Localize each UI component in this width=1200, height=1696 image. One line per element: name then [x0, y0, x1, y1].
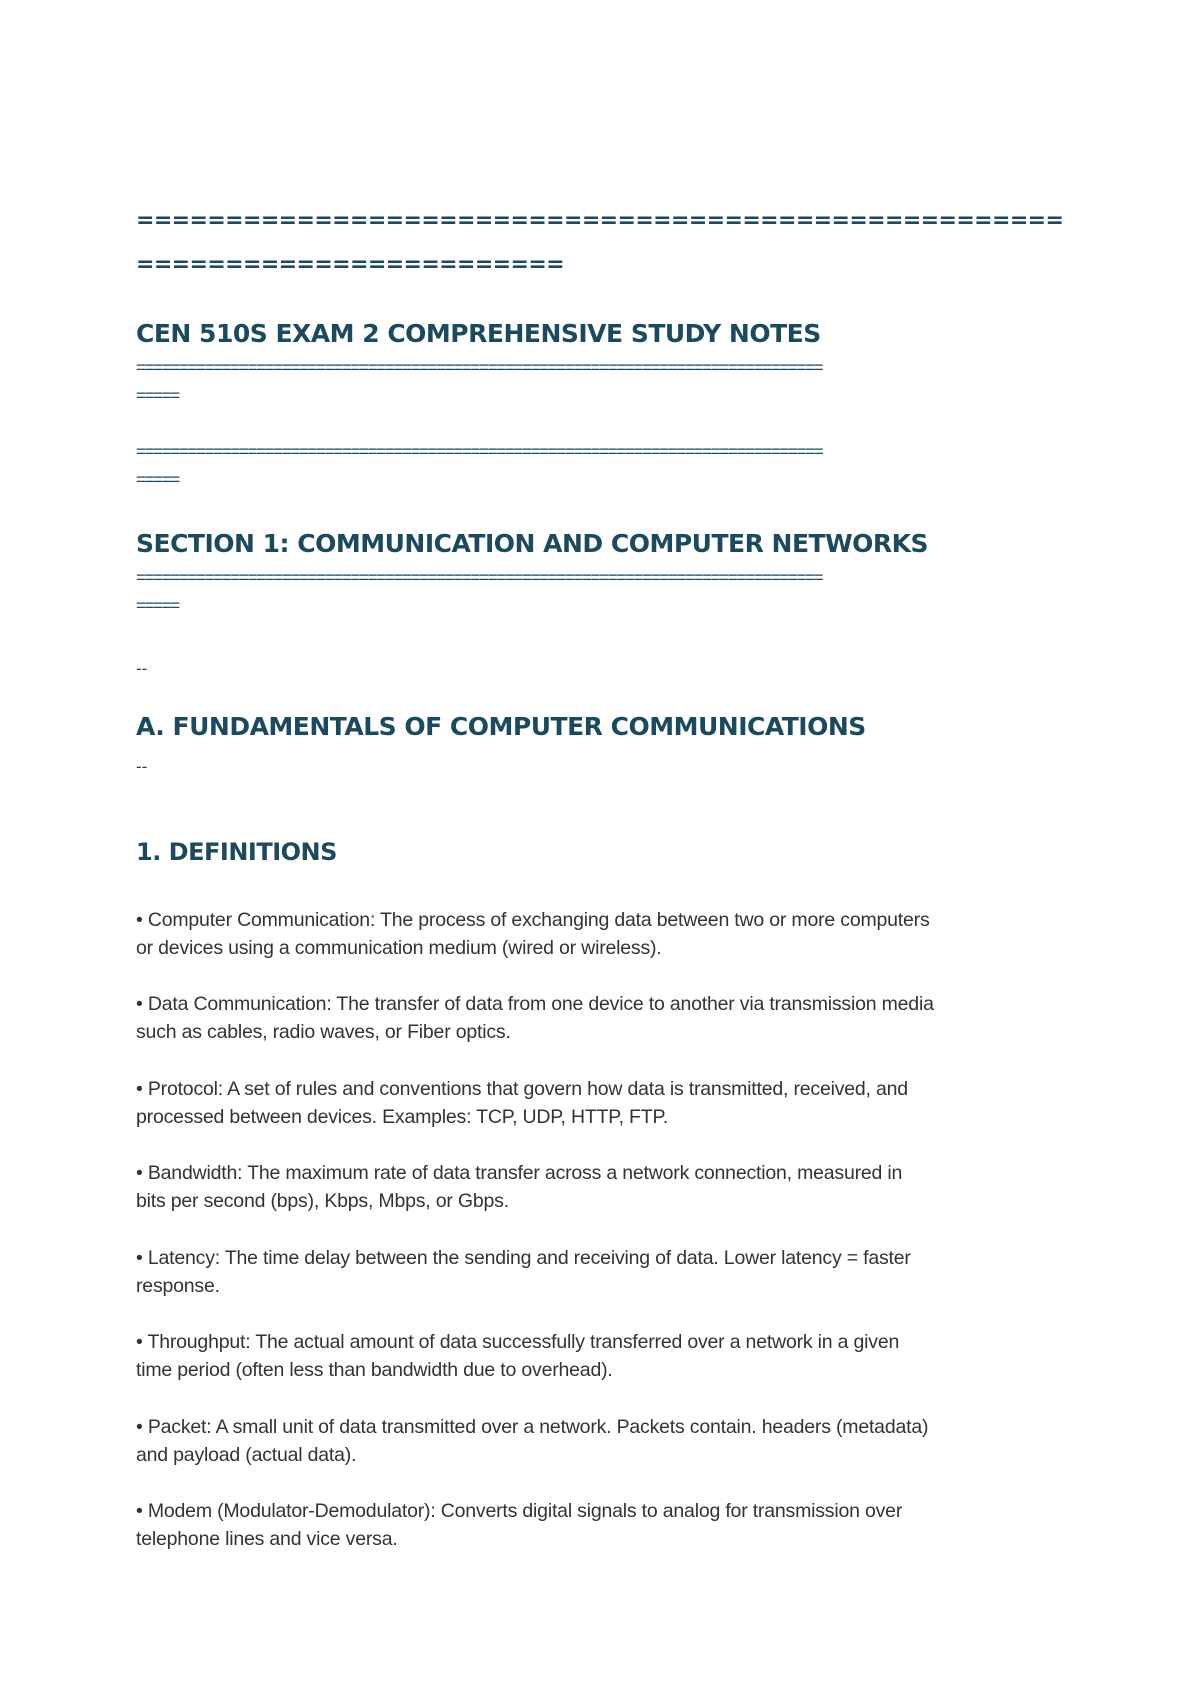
definition-data-communication: • Data Communication: The transfer of data from one device to another via transmission media such as cables, radio waves, or Fiber optics. [136, 993, 934, 1043]
subsection-a-title: A. FUNDAMENTALS OF COMPUTER COMMUNICATIONS [136, 712, 866, 741]
definition-latency: • Latency: The time delay between the sending and receiving of data. Lower latency = faster response. [136, 1247, 911, 1297]
definition-computer-communication: • Computer Communication: The process of exchanging data between two or more computers or devices using a communication medium (wired or wireless). [136, 909, 930, 959]
definition-protocol: • Protocol: A set of rules and conventions that govern how data is transmitted, received, and processed between devices. Examples: TCP, UDP, HTTP, FTP. [136, 1078, 908, 1128]
dash-separator-1: -- [136, 659, 148, 678]
top-rule-line-2: ======================== [136, 252, 565, 277]
document-title: CEN 510S EXAM 2 COMPREHENSIVE STUDY NOTES [136, 319, 821, 348]
top-rule-line-1: ==================================================== [136, 208, 1064, 233]
definitions-title: 1. DEFINITIONS [136, 838, 337, 866]
definition-packet: • Packet: A small unit of data transmitted over a network. Packets contain. headers (metadata) and payload (actual data). [136, 1416, 929, 1466]
definition-throughput: • Throughput: The actual amount of data successfully transferred over a network in a given time period (often less than bandwidth due to overhead). [136, 1331, 900, 1381]
section-1-title: SECTION 1: COMMUNICATION AND COMPUTER NETWORKS [136, 529, 929, 558]
dash-separator-2: -- [136, 757, 148, 776]
separator-rule-a: ================================================================================ ===== [136, 358, 823, 405]
definition-bandwidth: • Bandwidth: The maximum rate of data transfer across a network connection, measured in bits per second (bps), Kbps, Mbps, or Gbps. [136, 1162, 903, 1212]
separator-rule-b: ================================================================================ ===== [136, 442, 823, 489]
definition-modem: • Modem (Modulator-Demodulator): Converts digital signals to analog for transmission over telephone lines and vice versa. [136, 1500, 903, 1550]
separator-rule-c: ================================================================================ ===== [136, 568, 823, 615]
